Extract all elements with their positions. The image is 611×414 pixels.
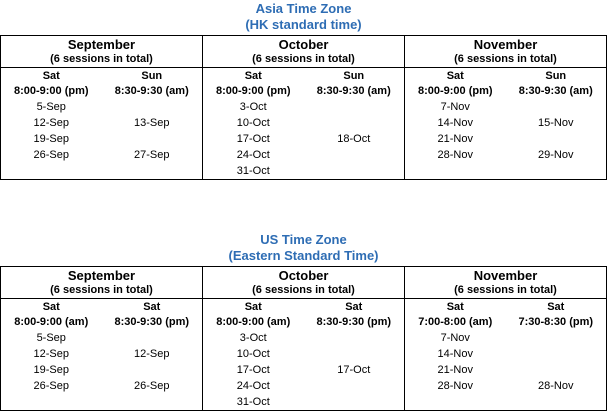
time-label: 8:30-9:30 (pm): [114, 316, 190, 328]
date-cell: [506, 330, 607, 346]
date-cell: [102, 394, 203, 410]
date-cell: 5-Sep: [36, 101, 66, 113]
asia-month-september: [1, 36, 202, 179]
date-cell: 7-Nov: [440, 101, 470, 113]
day-label: Sat: [446, 70, 464, 82]
date-cell: [1, 394, 102, 410]
date-cell: 24-Oct: [236, 149, 270, 161]
day-label: Sat: [244, 301, 262, 313]
time-label: 8:00-9:00 (pm): [417, 85, 493, 97]
date-cell: [304, 163, 405, 179]
day-label: Sat: [345, 301, 363, 313]
month-name: November: [473, 268, 538, 283]
time-label: 8:00-9:00 (am): [14, 316, 89, 328]
session-count: (6 sessions in total): [50, 53, 153, 65]
session-column: [1, 68, 102, 179]
date-cell: 18-Oct: [337, 133, 371, 145]
session-column: [102, 68, 203, 179]
date-cell: 29-Nov: [538, 149, 574, 161]
date-cell: 12-Sep: [134, 348, 170, 360]
day-label: Sun: [343, 70, 365, 82]
date-cell: 15-Nov: [538, 117, 574, 129]
asia-month-october: [202, 36, 404, 179]
session-column: [203, 68, 304, 179]
date-cell: [506, 346, 607, 362]
time-label: 8:30-9:30 (pm): [316, 316, 392, 328]
date-cell: 26-Sep: [33, 149, 69, 161]
date-cell: 14-Nov: [437, 348, 473, 360]
date-cell: 13-Sep: [134, 117, 170, 129]
time-label: 7:30-8:30 (pm): [518, 316, 594, 328]
date-cell: 3-Oct: [239, 332, 267, 344]
session-column: [304, 299, 405, 410]
date-cell: 27-Sep: [134, 149, 170, 161]
month-header: [203, 36, 404, 68]
date-cell: 17-Oct: [236, 364, 270, 376]
date-cell: 10-Oct: [236, 348, 270, 360]
time-label: 8:30-9:30 (am): [114, 85, 189, 97]
date-cell: [304, 99, 405, 115]
date-cell: 28-Nov: [437, 149, 473, 161]
session-count: (6 sessions in total): [454, 284, 557, 296]
session-count: (6 sessions in total): [252, 53, 355, 65]
session-column: [203, 299, 304, 410]
date-cell: [304, 330, 405, 346]
time-label: 8:00-9:00 (am): [216, 316, 291, 328]
session-column: [405, 68, 506, 179]
date-cell: 31-Oct: [236, 165, 270, 177]
date-cell: [102, 362, 203, 378]
us-timezone-section: [0, 231, 607, 411]
session-column: [506, 299, 607, 410]
time-label: 8:00-9:00 (pm): [215, 85, 291, 97]
date-cell: [102, 99, 203, 115]
date-cell: [405, 394, 506, 410]
month-name: November: [473, 37, 538, 52]
time-label: 8:30-9:30 (am): [518, 85, 593, 97]
us-month-october: [202, 267, 404, 410]
day-label: Sat: [42, 70, 60, 82]
month-name: October: [278, 37, 329, 52]
date-cell: [304, 378, 405, 394]
date-cell: 28-Nov: [538, 380, 574, 392]
date-cell: 14-Nov: [437, 117, 473, 129]
day-label: Sun: [141, 70, 163, 82]
date-cell: 5-Sep: [36, 332, 66, 344]
session-column: [1, 299, 102, 410]
us-timezone-subtitle: (Eastern Standard Time): [228, 248, 379, 263]
day-label: Sun: [545, 70, 567, 82]
date-cell: [102, 163, 203, 179]
date-cell: [405, 163, 506, 179]
session-count: (6 sessions in total): [50, 284, 153, 296]
date-cell: [506, 394, 607, 410]
date-cell: [506, 362, 607, 378]
date-cell: 3-Oct: [239, 101, 267, 113]
date-cell: 21-Nov: [437, 364, 473, 376]
date-cell: [304, 346, 405, 362]
month-header: [203, 267, 404, 299]
month-header: [405, 36, 606, 68]
asia-schedule-table: [0, 35, 607, 180]
session-column: [102, 299, 203, 410]
date-cell: 26-Sep: [134, 380, 170, 392]
date-cell: [506, 131, 607, 147]
day-label: Sat: [42, 301, 60, 313]
day-label: Sat: [244, 70, 262, 82]
date-cell: 12-Sep: [33, 348, 69, 360]
month-name: September: [67, 37, 136, 52]
date-cell: 17-Oct: [337, 364, 371, 376]
date-cell: 21-Nov: [437, 133, 473, 145]
us-schedule-table: [0, 266, 607, 411]
date-cell: [506, 163, 607, 179]
day-label: Sat: [446, 301, 464, 313]
day-label: Sat: [547, 301, 565, 313]
date-cell: 7-Nov: [440, 332, 470, 344]
date-cell: [1, 163, 102, 179]
session-count: (6 sessions in total): [454, 53, 557, 65]
month-header: [405, 267, 606, 299]
month-header: [1, 267, 202, 299]
month-name: September: [67, 268, 136, 283]
asia-timezone-subtitle: (HK standard time): [245, 17, 362, 32]
date-cell: 31-Oct: [236, 396, 270, 408]
asia-timezone-title: Asia Time Zone: [255, 1, 352, 16]
date-cell: 24-Oct: [236, 380, 270, 392]
date-cell: [506, 99, 607, 115]
time-label: 8:30-9:30 (am): [316, 85, 391, 97]
session-column: [405, 299, 506, 410]
month-header: [1, 36, 202, 68]
month-name: October: [278, 268, 329, 283]
day-label: Sat: [143, 301, 161, 313]
time-label: 7:00-8:00 (am): [418, 316, 493, 328]
date-cell: 12-Sep: [33, 117, 69, 129]
asia-month-november: [404, 36, 606, 179]
us-month-september: [1, 267, 202, 410]
date-cell: 28-Nov: [437, 380, 473, 392]
session-column: [506, 68, 607, 179]
us-timezone-title: US Time Zone: [260, 232, 347, 247]
date-cell: [102, 330, 203, 346]
date-cell: [102, 131, 203, 147]
date-cell: 17-Oct: [236, 133, 270, 145]
date-cell: 26-Sep: [33, 380, 69, 392]
session-column: [304, 68, 405, 179]
date-cell: [304, 394, 405, 410]
date-cell: 19-Sep: [33, 133, 69, 145]
date-cell: 10-Oct: [236, 117, 270, 129]
date-cell: 19-Sep: [33, 364, 69, 376]
us-month-november: [404, 267, 606, 410]
date-cell: [304, 147, 405, 163]
asia-timezone-section: [0, 0, 607, 180]
time-label: 8:00-9:00 (pm): [13, 85, 89, 97]
session-count: (6 sessions in total): [252, 284, 355, 296]
date-cell: [304, 115, 405, 131]
